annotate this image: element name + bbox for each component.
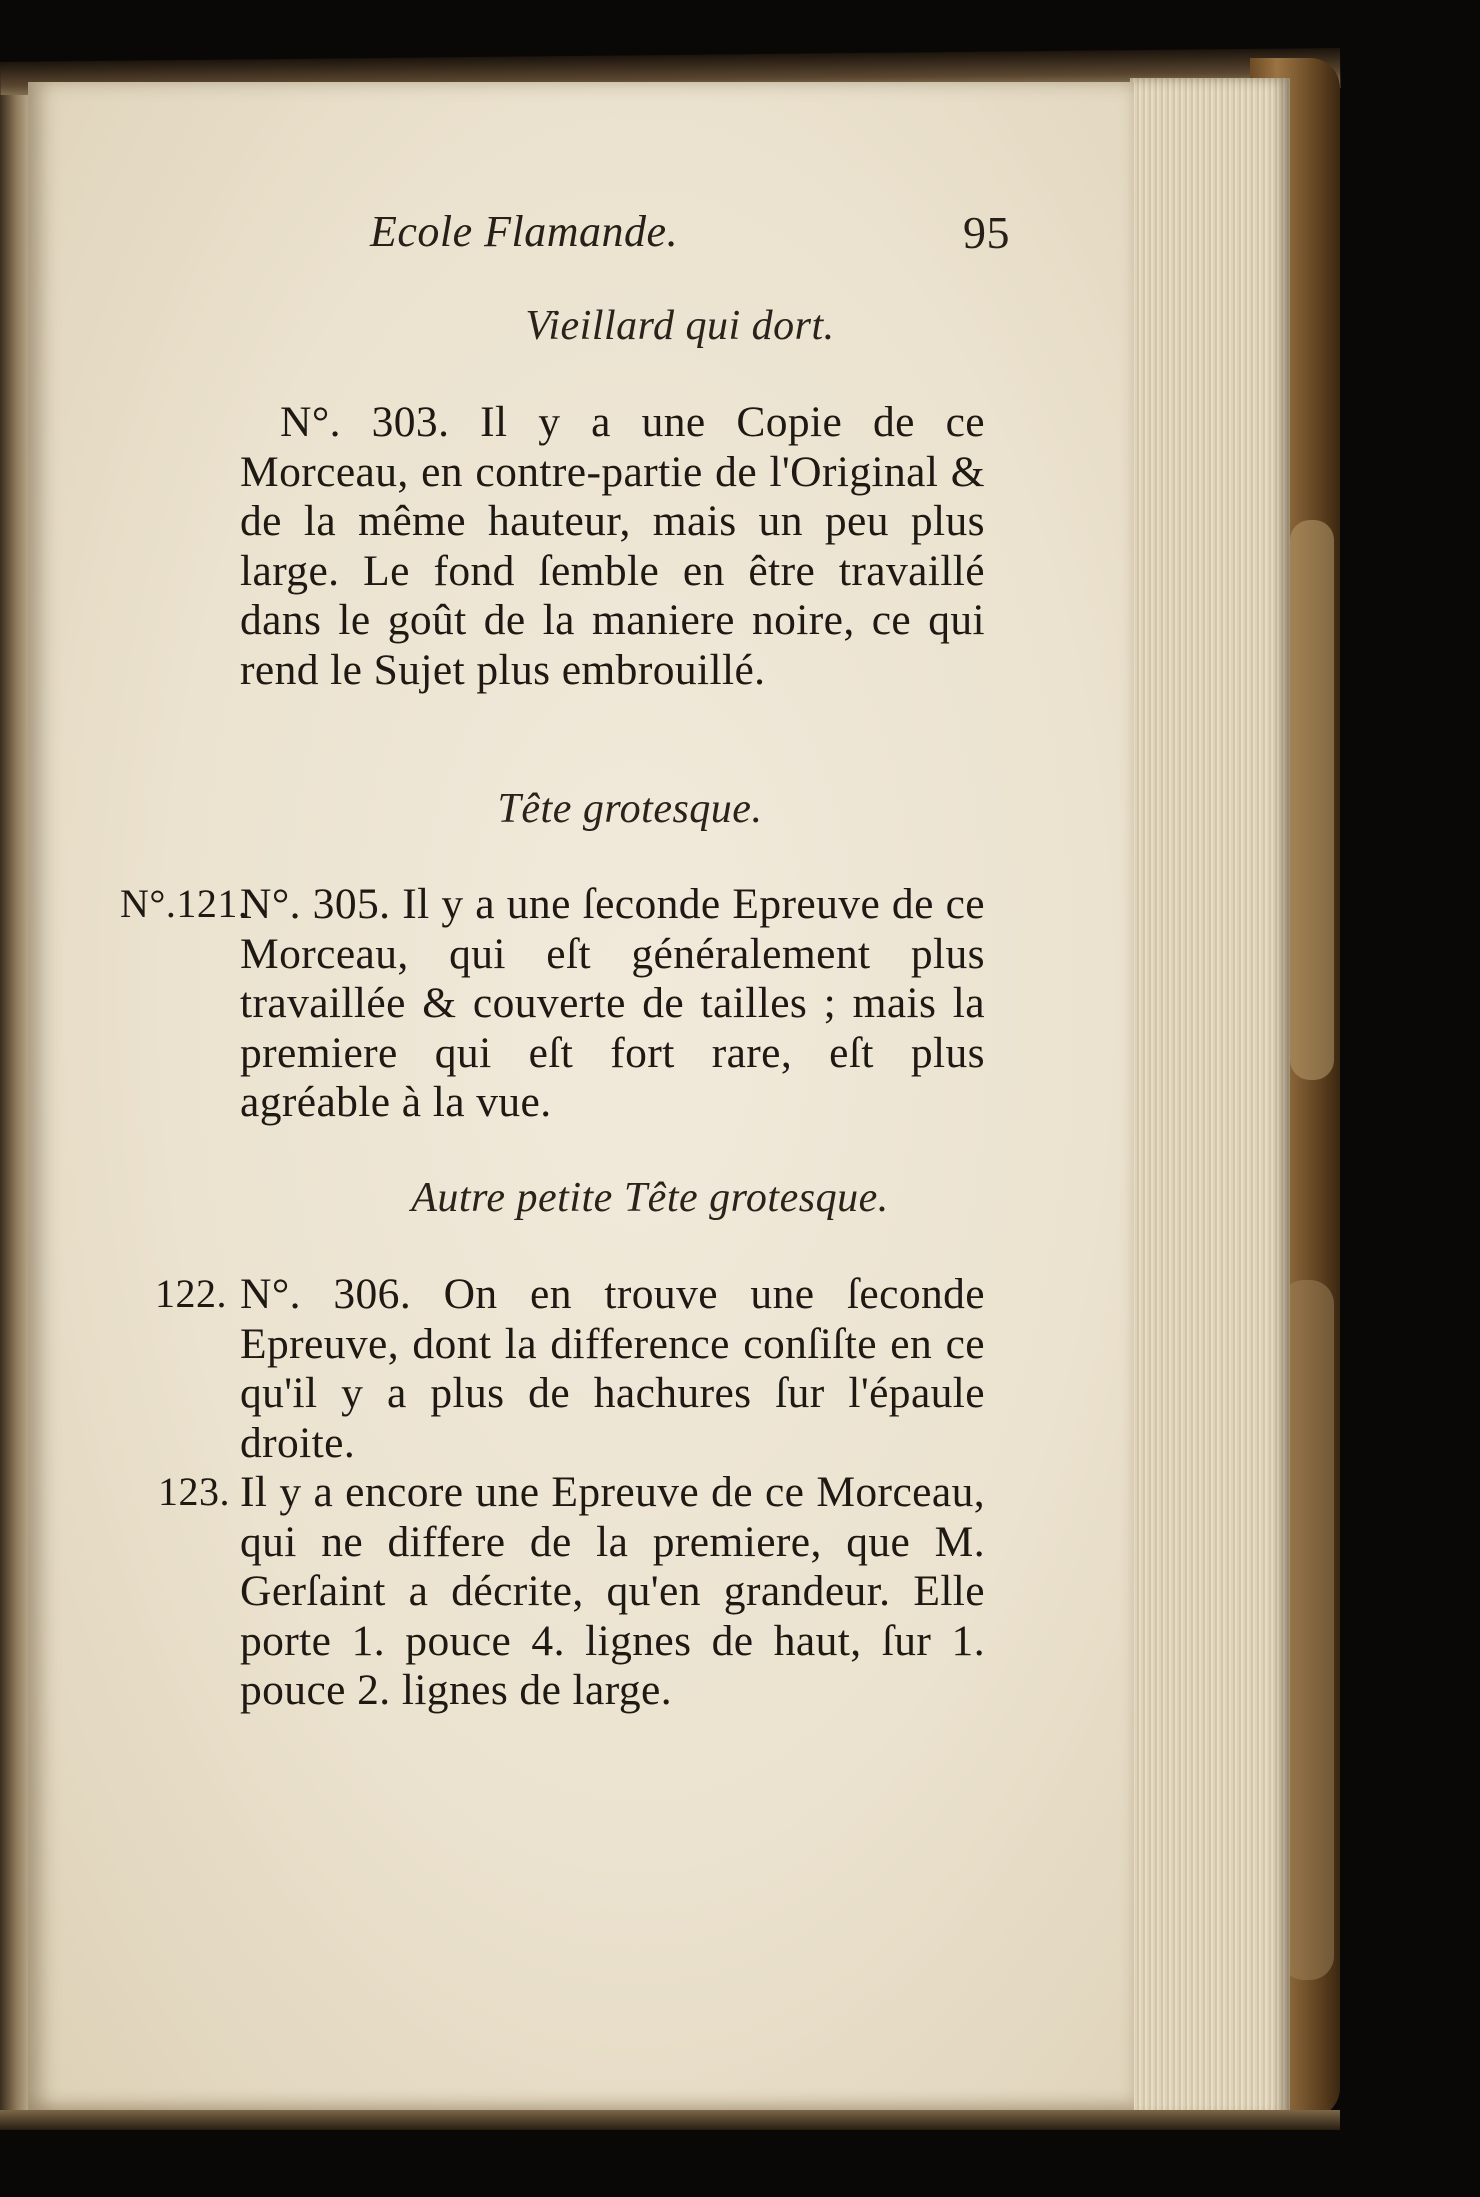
cover-wear: [1290, 520, 1334, 1080]
entry-paragraph: N°. 306. On en trouve une ſeconde Epreuve, dont la difference conſiſte en ce qu'il y a plus de hachures ſur l'épaule droite.: [240, 1270, 985, 1467]
section-caption: Autre petite Tête grotesque.: [411, 1175, 889, 1221]
entry-paragraph: N°. 303. Il y a une Copie de ce Morceau, en contre-partie de l'Original & de la même hauteur, mais un peu plus large. Le fond ſemble en être travaillé dans le goût de la maniere noire, ce qui rend le Sujet plus embrouillé.: [240, 398, 985, 694]
book-bottom-edge: [0, 2110, 1340, 2130]
entry-paragraph: N°. 305. Il y a une ſeconde Epreuve de ce Morceau, qui eſt généralement plus travaillée & couverte de tailles ; mais la premiere qui eſt fort rare, eſt plus agréable à la vue.: [240, 880, 985, 1126]
entry-paragraph: Il y a encore une Epreuve de ce Morceau, qui ne differe de la premiere, que M. Gerſaint a décrite, qu'en grandeur. Elle porte 1. pouce 4. lignes de haut, ſur 1. pouce 2. lignes de large.: [240, 1468, 985, 1714]
margin-number: 122.: [155, 1271, 227, 1316]
running-head-title: Ecole Flamande.: [370, 207, 679, 256]
running-head: [370, 206, 1010, 262]
section-caption: Vieillard qui dort.: [525, 303, 835, 349]
page-edges: [1130, 78, 1290, 2118]
page-number: 95: [963, 207, 1010, 258]
margin-number: 123.: [158, 1469, 230, 1514]
section-caption: Tête grotesque.: [497, 786, 763, 832]
margin-number: N°.121.: [120, 881, 249, 926]
